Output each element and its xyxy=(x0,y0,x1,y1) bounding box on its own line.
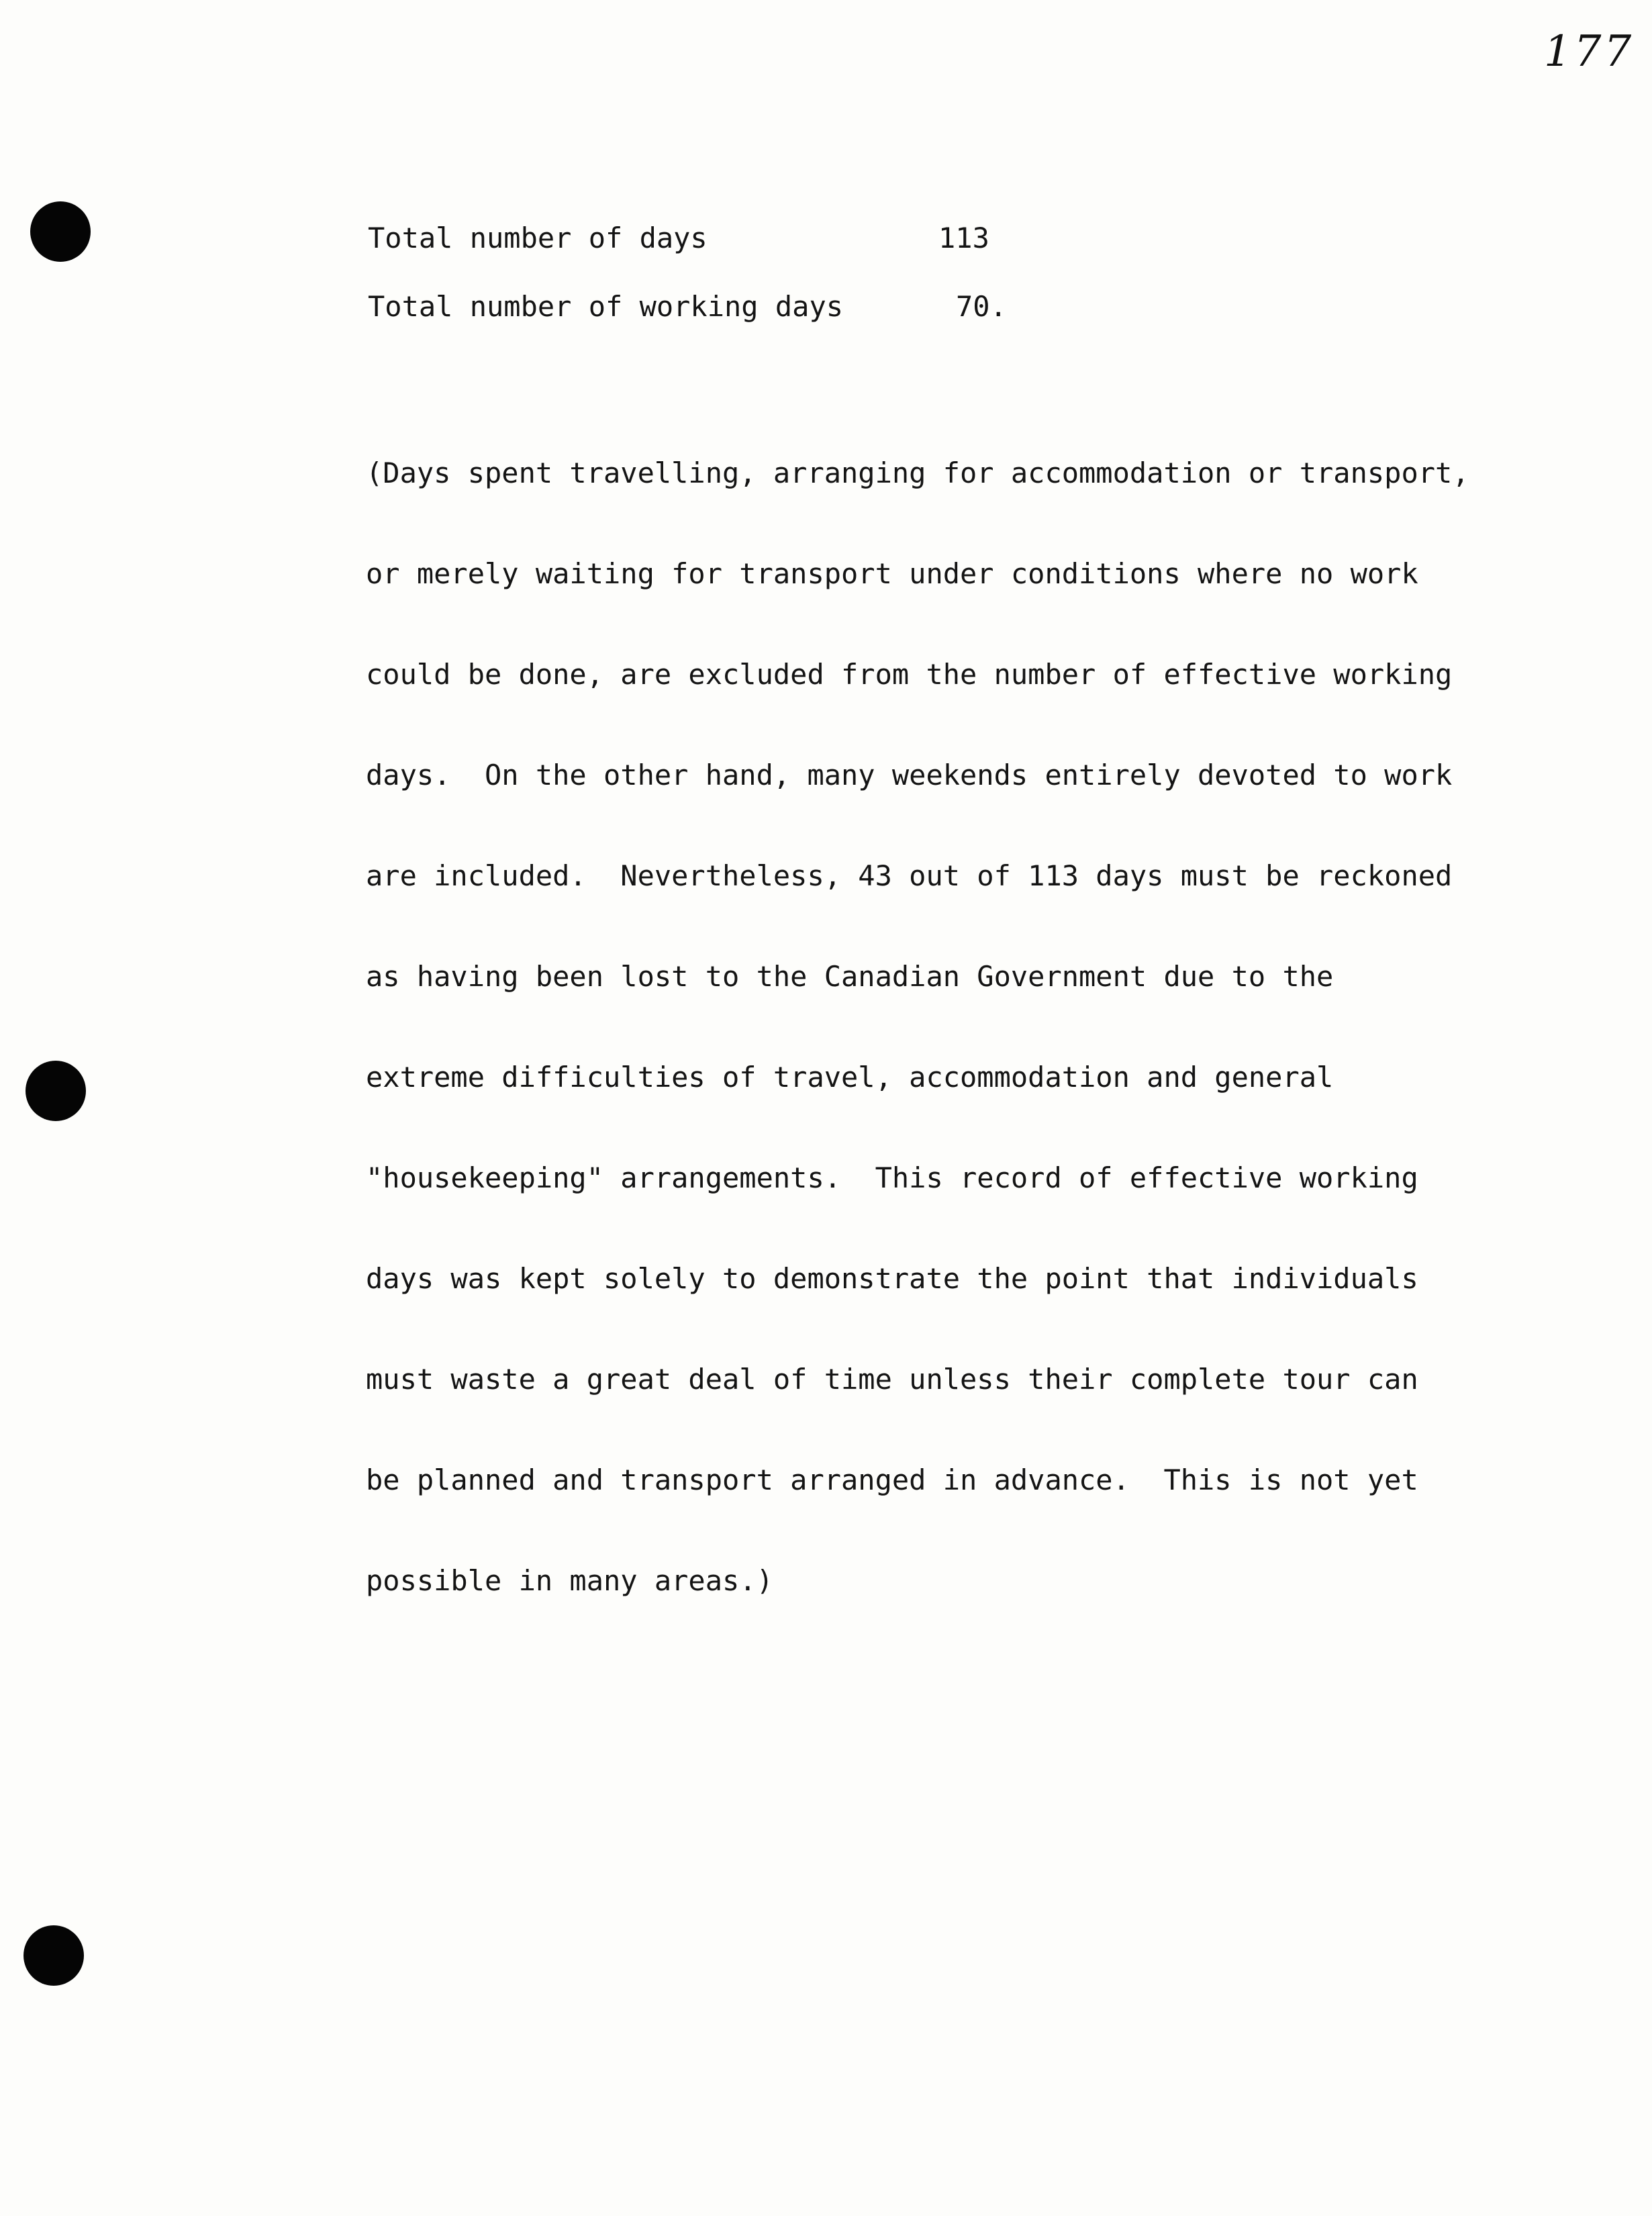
handwritten-page-number: 177 xyxy=(1544,27,1635,77)
note-line: (Days spent travelling, arranging for accommodation or transport, xyxy=(366,456,1469,489)
punch-hole-middle xyxy=(26,1061,86,1121)
punch-hole-top xyxy=(30,201,91,262)
note-line: are included. Nevertheless, 43 out of 113 days must be reckoned xyxy=(366,859,1453,892)
note-line: as having been lost to the Canadian Government due to the xyxy=(366,960,1334,993)
note-line: days. On the other hand, many weekends entirely devoted to work xyxy=(366,759,1453,791)
note-line: possible in many areas.) xyxy=(366,1564,773,1597)
note-line: "housekeeping" arrangements. This record of effective working xyxy=(366,1161,1418,1194)
note-line: days was kept solely to demonstrate the point that individuals xyxy=(366,1262,1418,1295)
note-line: be planned and transport arranged in advance. This is not yet xyxy=(366,1463,1418,1496)
summary-value: 113 xyxy=(938,222,989,254)
summary-value: 70. xyxy=(956,290,1007,323)
summary-label: Total number of days xyxy=(368,222,708,254)
note-line: or merely waiting for transport under conditions where no work xyxy=(366,557,1418,590)
note-line: must waste a great deal of time unless their complete tour can xyxy=(366,1363,1418,1396)
note-line: could be done, are excluded from the number of effective working xyxy=(366,658,1453,691)
summary-label: Total number of working days xyxy=(368,290,844,323)
note-line: extreme difficulties of travel, accommodation and general xyxy=(366,1061,1334,1094)
punch-hole-bottom xyxy=(23,1925,84,1986)
note-paragraph xyxy=(366,389,1469,1665)
